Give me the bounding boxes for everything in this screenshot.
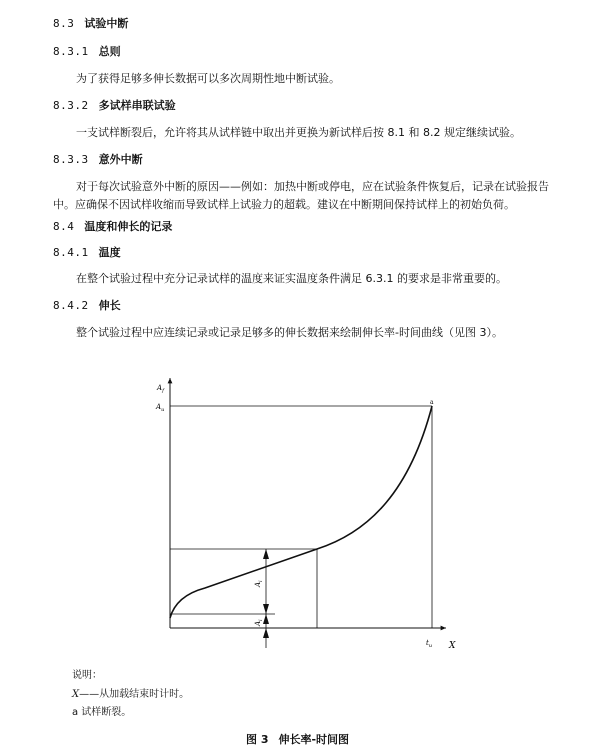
notes-title: 说明： xyxy=(72,670,102,681)
note-a: a 试样断裂。 xyxy=(72,707,132,718)
section-number: 8.3 xyxy=(53,17,75,30)
dimension-arrow-mid-up xyxy=(263,604,269,614)
caption-title: 伸长率-时间图 xyxy=(278,733,350,746)
section-number: 8.3.1 xyxy=(53,45,89,58)
dimension-arrow-mid-down xyxy=(263,614,269,624)
section-title: 意外中断 xyxy=(98,153,143,166)
paragraph-8-3-2: 一支试样断裂后，允许将其从试样链中取出并更换为新试样后按 8.1 和 8.2 规定继续试验。 xyxy=(76,126,521,139)
section-title: 温度 xyxy=(98,246,121,259)
heading-8-3-2 xyxy=(53,99,176,113)
caption-number: 图 3 xyxy=(246,733,269,746)
paragraph-8-3-1: 为了获得足够多伸长数据可以多次周期性地中断试验。 xyxy=(76,72,340,85)
section-title: 伸长 xyxy=(98,299,121,312)
elongation-curve xyxy=(170,406,432,618)
fracture-marker: a xyxy=(430,399,434,406)
section-number: 8.3.3 xyxy=(53,153,89,166)
note-x-text: ——从加载结束时计时。 xyxy=(79,689,190,700)
dimension-label-upper: $A_i$ xyxy=(254,580,264,587)
dimension-arrow-top xyxy=(263,549,269,559)
paragraph-8-3-3-line-1: 对于每次试验意外中断的原因——例如：加热中断或停电，应在试验条件恢复后，记录在试验报告 xyxy=(76,180,549,193)
section-number: 8.3.2 xyxy=(53,99,89,112)
figure-elongation-time-diagram xyxy=(0,360,600,660)
section-title: 试验中断 xyxy=(84,17,129,30)
heading-8-3-1 xyxy=(53,45,121,59)
section-number: 8.4.2 xyxy=(53,299,89,312)
section-title: 总则 xyxy=(98,45,121,58)
paragraph-8-4-1: 在整个试验过程中充分记录试样的温度来证实温度条件满足 6.3.1 的要求是非常重要的。 xyxy=(76,272,507,285)
dimension-arrow-bottom xyxy=(263,628,269,638)
note-x xyxy=(72,688,189,702)
y-axis-label: $A_f$ xyxy=(157,384,164,394)
note-x-symbol: X xyxy=(72,689,80,700)
x-end-label: $t_u$ xyxy=(426,639,433,649)
section-number: 8.4.1 xyxy=(53,246,89,259)
section-number: 8.4 xyxy=(53,220,75,233)
figure-caption xyxy=(246,733,349,747)
section-title: 多试样串联试验 xyxy=(98,99,176,112)
heading-8-4-1 xyxy=(53,246,121,260)
y-top-label: $A_u$ xyxy=(156,403,165,413)
paragraph-8-3-3-line-2: 中。应确保不因试样收缩而导致试样上试验力的超载。建议在中断期间保持试样上的初始负荷。 xyxy=(53,198,515,211)
heading-8-3-3 xyxy=(53,153,143,167)
heading-8-4 xyxy=(53,220,172,234)
section-title: 温度和伸长的记录 xyxy=(84,220,173,233)
dimension-label-lower: $A_i$ xyxy=(254,619,264,626)
x-axis-label: X xyxy=(449,641,456,651)
heading-8-4-2 xyxy=(53,299,121,313)
paragraph-8-4-2: 整个试验过程中应连续记录或记录足够多的伸长数据来绘制伸长率-时间曲线（见图 3）。 xyxy=(76,326,503,339)
heading-8-3 xyxy=(53,17,128,31)
